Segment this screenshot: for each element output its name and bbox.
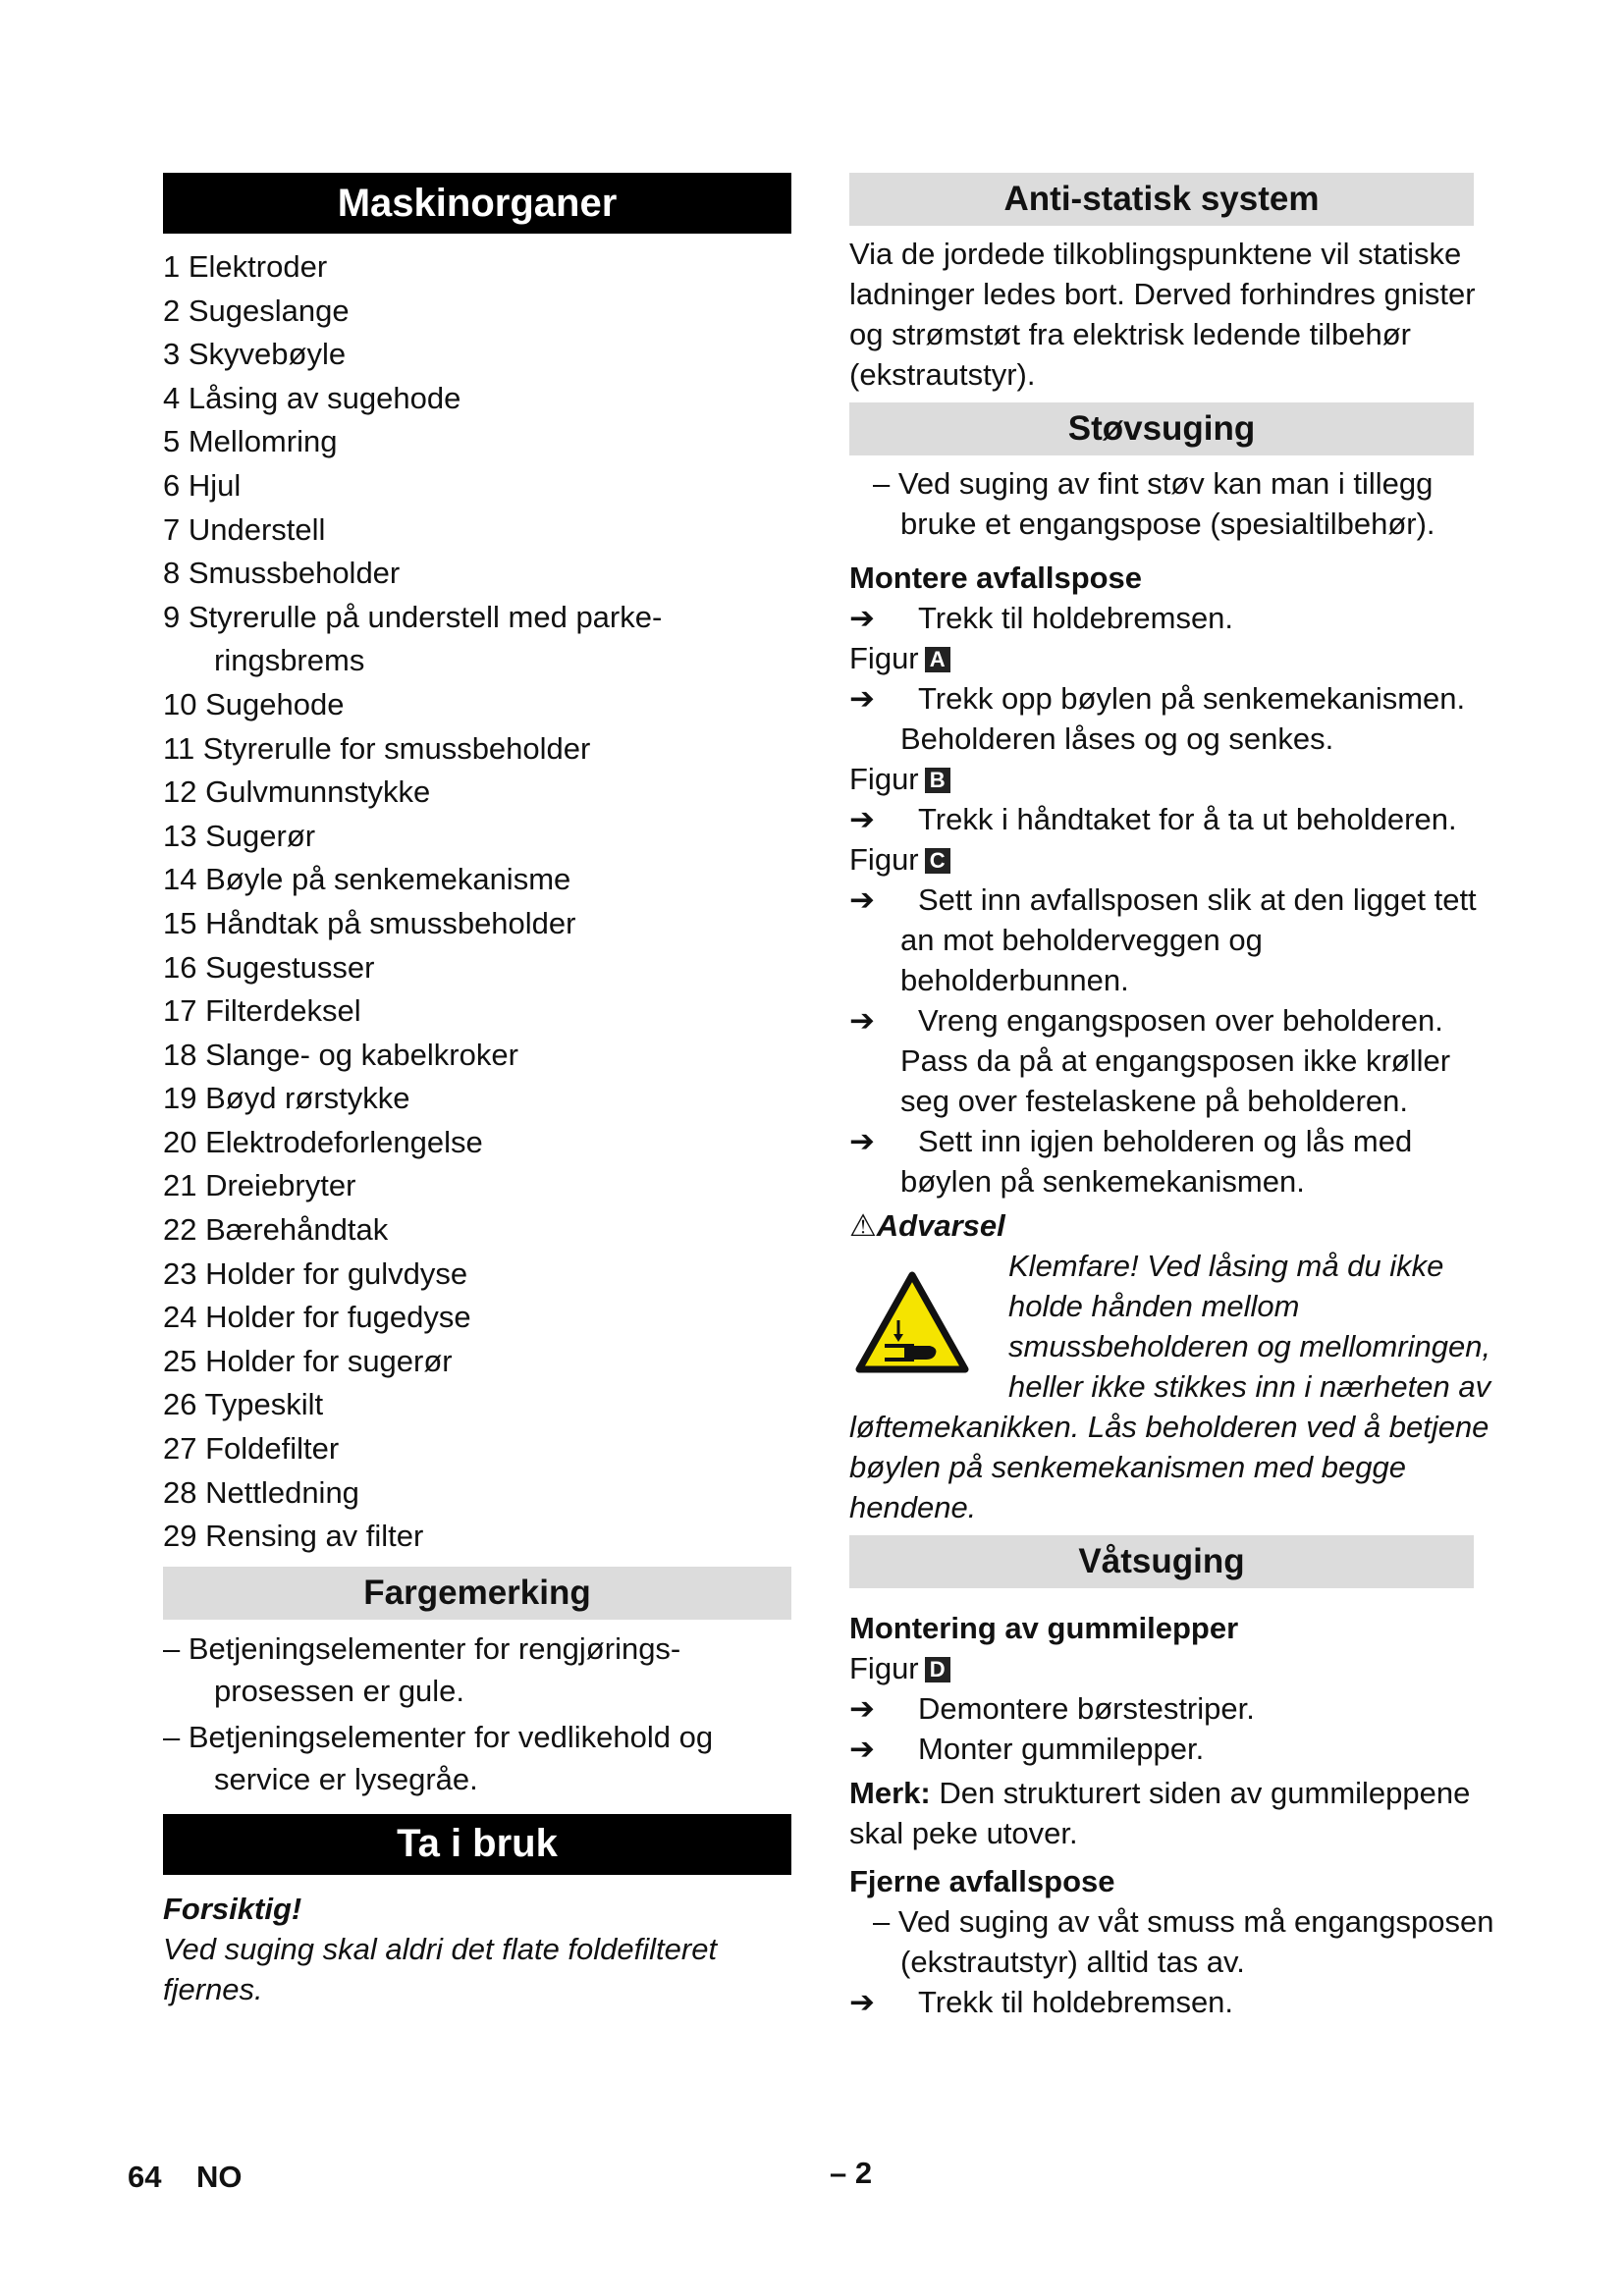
figure-ref: Figur C — [849, 839, 1497, 880]
figure-label-b: B — [925, 768, 950, 793]
arrow-right-icon: ➔ — [849, 1003, 875, 1038]
parts-list-item: 1 Elektroder — [163, 249, 328, 284]
step: ➔ Trekk i håndtaket for å ta ut beholderen. — [849, 799, 1497, 839]
parts-list-item: 18 Slange- og kabelkroker — [163, 1037, 518, 1072]
note: Merk: Den strukturert siden av gummileppene skal peke utover. — [849, 1776, 1471, 1850]
anti-static-text: Via de jordede tilkoblingspunktene vil statiske ladninger ledes bort. Derved forhindres gnister og strømstøt fra elektrisk ledende tilbehør (ekstrautstyr). — [849, 237, 1476, 392]
parts-list-item: 11 Styrerulle for smussbeholder — [163, 730, 591, 766]
step: ➔ Sett inn avfallsposen slik at den ligget tett an mot beholderveggen og beholderbunnen. — [849, 880, 1497, 1000]
parts-list-item: 4 Låsing av sugehode — [163, 380, 461, 415]
step: ➔ Monter gummilepper. — [849, 1729, 1497, 1769]
parts-list-item: 15 Håndtak på smussbeholder — [163, 905, 576, 940]
parts-list-item: 23 Holder for gulvdyse — [163, 1255, 468, 1291]
parts-list-item: 19 Bøyd rørstykke — [163, 1081, 410, 1116]
parts-list-item: 27 Foldefilter — [163, 1431, 340, 1467]
parts-list-item: 8 Smussbeholder — [163, 556, 401, 591]
warning-triangle-icon: ⚠ — [849, 1208, 877, 1243]
section-title-ta-i-bruk: Ta i bruk — [163, 1814, 791, 1875]
parts-list-item: 16 Sugestusser — [163, 949, 375, 985]
step: ➔ Trekk opp bøylen på senkemekanismen. Beholderen låses og og senkes. — [849, 678, 1497, 759]
parts-list-item: 24 Holder for fugedyse — [163, 1300, 471, 1335]
section-title-vatsuging: Våtsuging — [849, 1535, 1474, 1588]
parts-list-item: 22 Bærehåndtak — [163, 1212, 389, 1248]
parts-list-item: 13 Sugerør — [163, 818, 316, 853]
crush-hazard-icon — [855, 1271, 969, 1373]
page-suffix: – 2 — [830, 2156, 873, 2190]
figure-label-c: C — [925, 848, 950, 874]
heading-montering-gummilepper: Montering av gummilepper — [849, 1611, 1239, 1645]
parts-list-item: 3 Skyvebøyle — [163, 337, 347, 372]
parts-list-item: 14 Bøyle på senkemekanisme — [163, 862, 571, 897]
parts-list-item: 7 Understell — [163, 511, 326, 547]
parts-list — [163, 245, 791, 1559]
parts-list-item: 28 Nettledning — [163, 1474, 359, 1510]
heading-montere-avfallspose: Montere avfallspose — [849, 561, 1143, 595]
step: ➔ Trekk til holdebremsen. — [849, 1982, 1497, 2022]
arrow-right-icon: ➔ — [849, 1985, 875, 2019]
dust-note: – Ved suging av fint støv kan man i tillegg bruke et engangspose (spesialtilbehør). — [873, 466, 1435, 541]
parts-list-item: 10 Sugehode — [163, 686, 345, 721]
parts-list-item: 21 Dreiebryter — [163, 1168, 356, 1203]
section-title-maskinorganer: Maskinorganer — [163, 173, 791, 234]
arrow-right-icon: ➔ — [849, 882, 875, 917]
arrow-right-icon: ➔ — [849, 681, 875, 716]
figure-ref: Figur A — [849, 638, 1497, 678]
warning-heading: ⚠Advarsel — [849, 1208, 1005, 1243]
parts-list-item: 5 Mellomring — [163, 424, 338, 459]
parts-list-item: 9 Styrerulle på understell med parke- ringsbrems — [163, 599, 663, 678]
section-title-fargemerking: Fargemerking — [163, 1567, 791, 1620]
arrow-right-icon: ➔ — [849, 1124, 875, 1158]
color-note-1: – Betjeningselementer for rengjørings-prosessen er gule. — [163, 1630, 681, 1708]
language-code: NO — [196, 2160, 243, 2194]
arrow-right-icon: ➔ — [849, 601, 875, 635]
left-column — [163, 173, 791, 2009]
warning-text: Klemfare! Ved låsing må du ikke holde hånden mellom smussbeholderen og mellomringen, heller ikke stikkes inn i nærheten av løftemekanikken. Lås beholderen ved å betjene bøylen på senkemekanismen med begge hendene. — [849, 1249, 1491, 1524]
wet-note: – Ved suging av våt smuss må engangsposen (ekstrautstyr) alltid tas av. — [873, 1904, 1494, 1979]
figure-ref: Figur D — [849, 1648, 1497, 1688]
right-column — [849, 173, 1497, 2022]
step: ➔ Vreng engangsposen over beholderen. Pass da på at engangsposen ikke krøller seg over festelaskene på beholderen. — [849, 1000, 1497, 1121]
caution-heading: Forsiktig! — [163, 1891, 302, 1926]
parts-list-item: 25 Holder for sugerør — [163, 1343, 453, 1378]
parts-list-item: 12 Gulvmunnstykke — [163, 774, 431, 810]
page-number: 64 — [128, 2160, 162, 2194]
step: ➔ Sett inn igjen beholderen og lås med bøylen på senkemekanismen. — [849, 1121, 1497, 1201]
section-title-stovsuging: Støvsuging — [849, 402, 1474, 455]
parts-list-item: 6 Hjul — [163, 467, 242, 503]
arrow-right-icon: ➔ — [849, 1732, 875, 1766]
arrow-right-icon: ➔ — [849, 1691, 875, 1726]
figure-label-a: A — [925, 647, 950, 672]
arrow-right-icon: ➔ — [849, 802, 875, 836]
color-note-2: – Betjeningselementer for vedlikehold og service er lysegråe. — [163, 1719, 714, 1796]
parts-list-item: 29 Rensing av filter — [163, 1519, 424, 1554]
parts-list-item: 20 Elektrodeforlengelse — [163, 1124, 483, 1159]
parts-list-item: 17 Filterdeksel — [163, 993, 361, 1029]
step: ➔ Demontere børstestriper. — [849, 1688, 1497, 1729]
parts-list-item: 26 Typeskilt — [163, 1387, 324, 1422]
heading-fjerne-avfallspose: Fjerne avfallspose — [849, 1864, 1115, 1898]
section-title-anti-statisk: Anti-statisk system — [849, 173, 1474, 226]
figure-label-d: D — [925, 1657, 950, 1682]
step: ➔ Trekk til holdebremsen. — [849, 598, 1497, 638]
caution-text: Ved suging skal aldri det flate foldefilteret fjernes. — [163, 1931, 718, 2006]
parts-list-item: 2 Sugeslange — [163, 293, 350, 328]
figure-ref: Figur B — [849, 759, 1497, 799]
